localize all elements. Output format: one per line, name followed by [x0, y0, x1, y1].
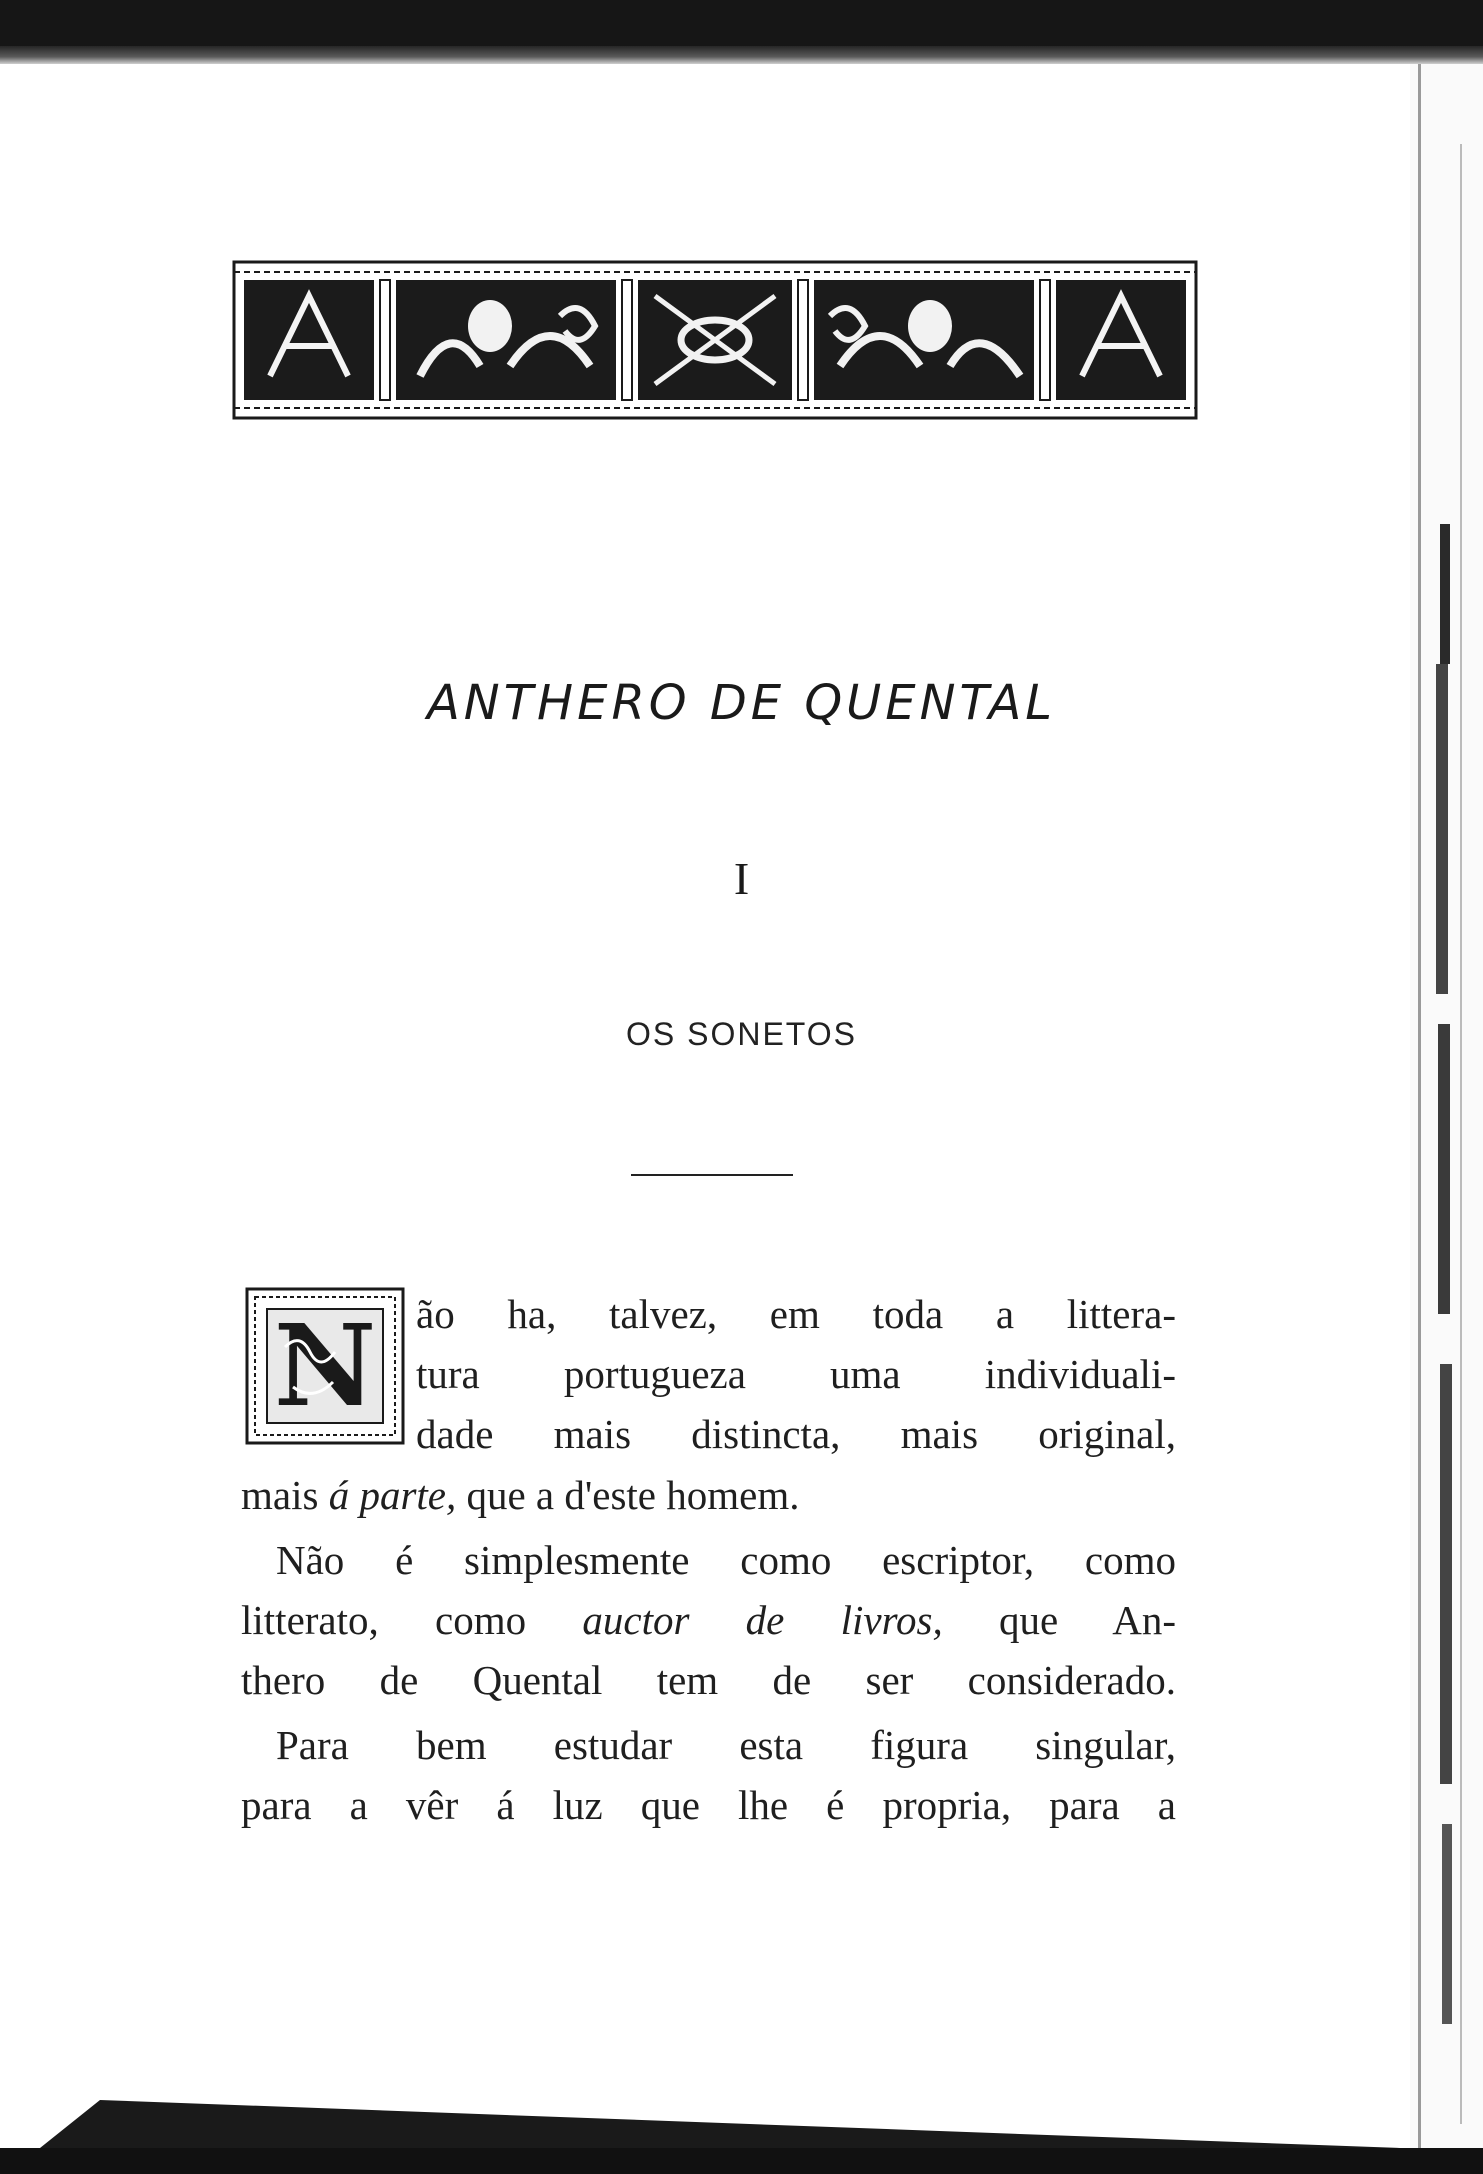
- drop-cap-initial: [245, 1287, 405, 1445]
- book-chapter-title: ANTHERO DE QUENTAL: [426, 675, 1057, 731]
- drop-cap-letter: N: [273, 1301, 377, 1432]
- scan-right-edge: [1410, 64, 1483, 2148]
- body-line: dade mais distincta, mais original,: [416, 1411, 1176, 1457]
- text-run: que a d'este homem.: [456, 1472, 800, 1518]
- scan-bottom-shadow: [40, 2100, 1400, 2148]
- italic-phrase: á parte,: [328, 1472, 457, 1518]
- body-line: Não é simplesmente como escriptor, como: [276, 1537, 1176, 1583]
- text-run: que An-: [942, 1597, 1176, 1643]
- body-line: [241, 1465, 1176, 1525]
- section-divider: [631, 1174, 793, 1176]
- scan-top-shadow: [0, 46, 1483, 64]
- scan-left-margin-marks: [0, 64, 82, 2148]
- italic-phrase: auctor de livros,: [582, 1597, 943, 1643]
- body-line: [241, 1590, 1176, 1650]
- body-line: thero de Quental tem de ser considerado.: [241, 1657, 1176, 1703]
- text-run: litterato, como: [241, 1597, 583, 1643]
- body-line: Para bem estudar esta figura singular,: [276, 1722, 1176, 1768]
- ornamental-header-band: [230, 256, 1200, 424]
- body-line: tura portugueza uma individuali-: [416, 1351, 1176, 1397]
- body-line: ão ha, talvez, em toda a littera-: [416, 1291, 1176, 1337]
- body-line: para a vêr á luz que lhe é propria, para a: [241, 1782, 1176, 1828]
- chapter-number: I: [733, 853, 750, 904]
- scan-bottom-edge: [0, 2148, 1483, 2174]
- section-title: OS SONETOS: [625, 1016, 857, 1052]
- text-run: mais: [241, 1472, 329, 1518]
